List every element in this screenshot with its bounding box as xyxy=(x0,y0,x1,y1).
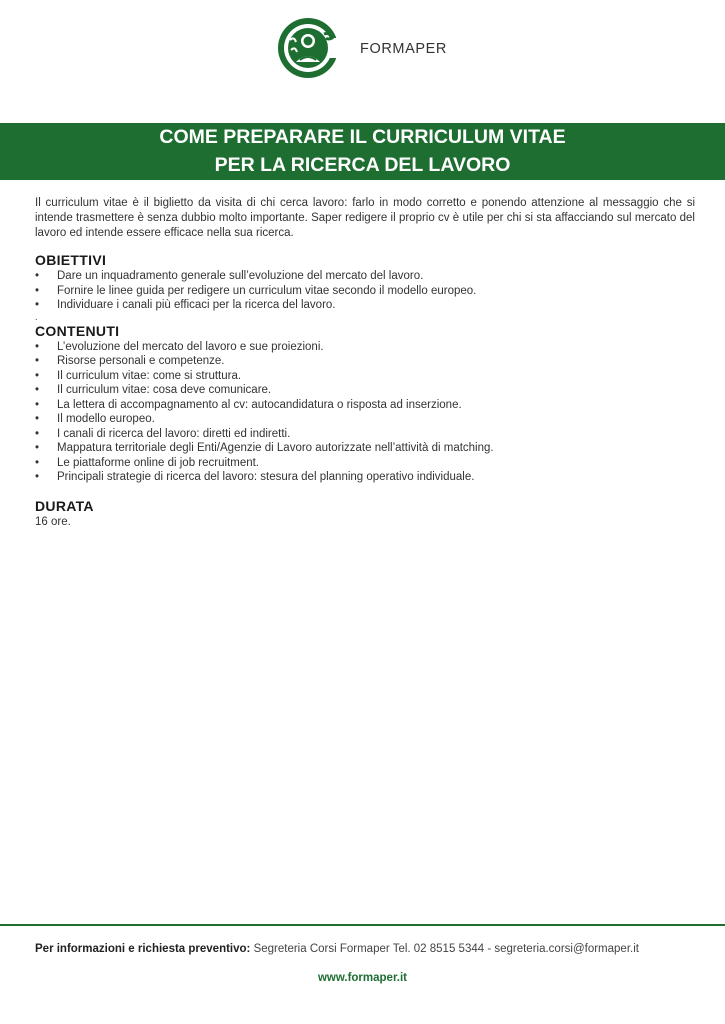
list-item: • L’evoluzione del mercato del lavoro e sue proiezioni. xyxy=(35,340,695,355)
page-title-line2: PER LA RICERCA DEL LAVORO xyxy=(214,154,511,176)
section-spacer xyxy=(35,485,695,497)
contenuti-heading: CONTENUTI xyxy=(35,322,120,339)
footer-divider xyxy=(0,924,725,926)
list-item: • Principali strategie di ricerca del lavoro: stesura del planning operativo individuale. xyxy=(35,470,695,485)
durata-value: 16 ore. xyxy=(35,515,71,528)
list-item: • Dare un inquadramento generale sull’evoluzione del mercato del lavoro. xyxy=(35,269,695,284)
footer-label: Per informazioni e richiesta preventivo: xyxy=(35,943,251,955)
footer-website-link[interactable]: www.formaper.it xyxy=(317,972,408,984)
list-item: • Il modello europeo. xyxy=(35,412,695,427)
list-item: • Risorse personali e competenze. xyxy=(35,354,695,369)
list-item: • I canali di ricerca del lavoro: diretti ed indiretti. xyxy=(35,427,695,442)
page-title-line1: COME PREPARARE IL CURRICULUM VITAE xyxy=(159,126,566,148)
separator-dot: . xyxy=(35,311,38,322)
title-banner xyxy=(0,123,725,180)
list-item: • Fornire le linee guida per redigere un curriculum vitae secondo il modello europeo. xyxy=(35,284,695,299)
obiettivi-heading: OBIETTIVI xyxy=(35,252,107,268)
list-item: • Le piattaforme online di job recruitment. xyxy=(35,456,695,471)
contenuti-list xyxy=(35,340,695,485)
footer-contact xyxy=(35,943,695,955)
list-item: • Individuare i canali più efficaci per la ricerca del lavoro. xyxy=(35,298,695,313)
durata-heading: DURATA xyxy=(35,497,94,514)
header-logo xyxy=(276,16,476,82)
list-item: • La lettera di accompagnamento al cv: autocandidatura o risposta ad inserzione. xyxy=(35,398,695,413)
footer-contact-text: Segreteria Corsi Formaper Tel. 02 8515 5344 - segreteria.corsi@formaper.it xyxy=(250,943,639,955)
brand-name: FORMAPER xyxy=(360,41,447,57)
list-item: • Il curriculum vitae: cosa deve comunicare. xyxy=(35,383,695,398)
intro-paragraph: Il curriculum vitae è il biglietto da visita di chi cerca lavoro: farlo in modo corretto e ponendo attenzione al messaggio che si intende trasmettere è senza dubbio molto importante. Saper redigere il proprio cv è utile per chi si sta affacciando sul mercato del lavoro ed intende essere efficace nella sua ricerca. xyxy=(35,197,695,239)
obiettivi-list xyxy=(35,269,695,313)
main-content xyxy=(35,196,695,530)
list-item: • Il curriculum vitae: come si struttura. xyxy=(35,369,695,384)
list-item: • Mappatura territoriale degli Enti/Agenzie di Lavoro autorizzate nell’attività di matching. xyxy=(35,441,695,456)
formaper-seal-icon xyxy=(276,16,340,80)
